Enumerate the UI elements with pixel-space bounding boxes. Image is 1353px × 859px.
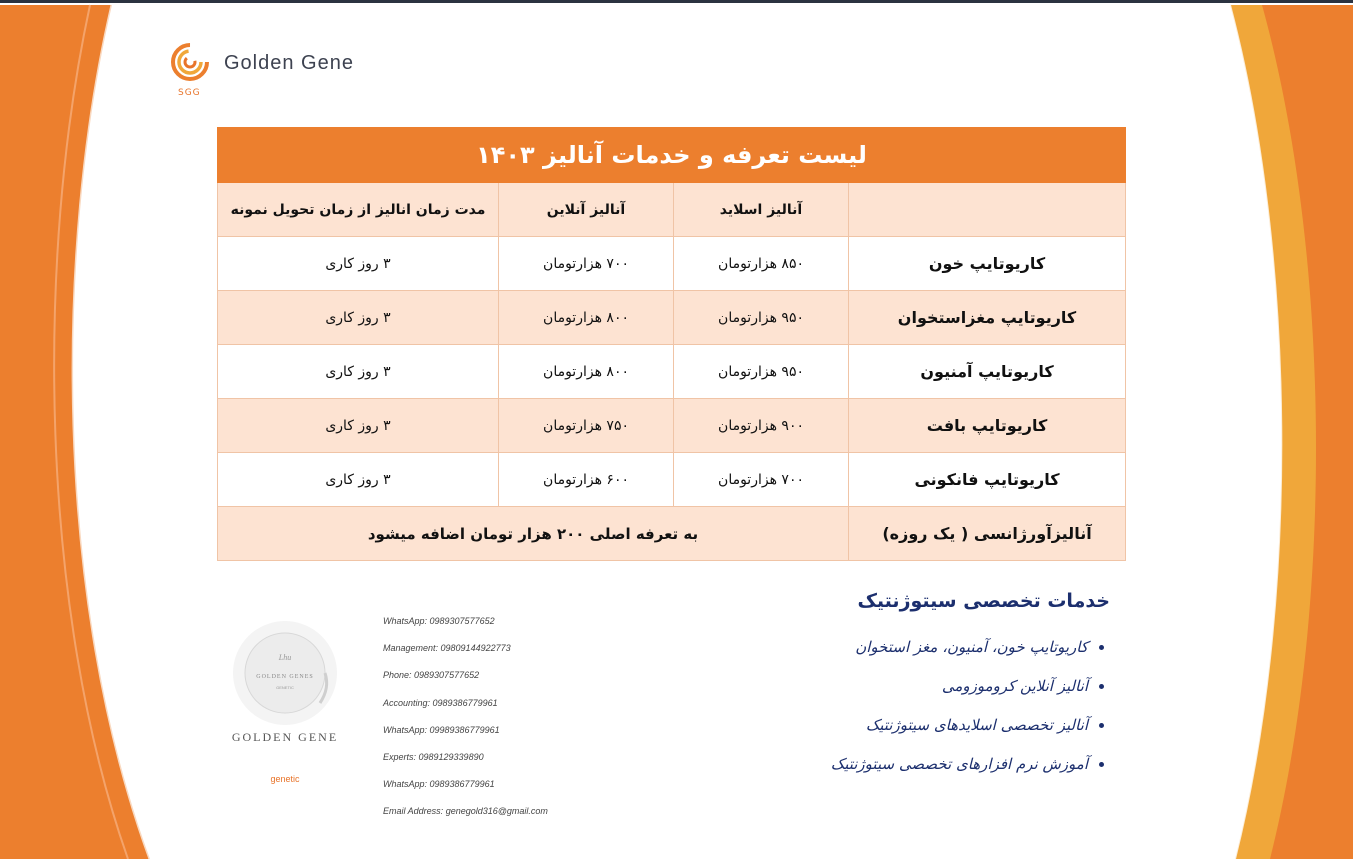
stamp-subtitle: genetic <box>270 774 300 784</box>
service-name: کاریوتایپ خون <box>849 237 1126 291</box>
top-border-line <box>0 0 1353 3</box>
company-stamp <box>205 618 365 788</box>
contact-management[interactable]: Management: 09809144922773 <box>383 643 511 654</box>
slide-price: ۷۰۰ هزارتومان <box>674 453 849 507</box>
service-item: • آنالیز تخصصی اسلایدهای سیتوژنتیک <box>780 714 1088 736</box>
brand-name: Golden Gene <box>224 52 354 74</box>
table-row <box>218 237 1126 291</box>
urgent-service-name: آنالیزآورژانسی ( یک روزه) <box>849 507 1126 561</box>
stamp-title: GOLDEN GENE <box>231 730 339 744</box>
online-price: ۸۰۰ هزارتومان <box>499 345 674 399</box>
contact-experts[interactable]: Experts: 0989129339890 <box>383 751 484 762</box>
slide-price: ۹۰۰ هزارتومان <box>674 399 849 453</box>
table-title: لیست تعرفه و خدمات آنالیز ۱۴۰۳ <box>218 128 1126 183</box>
table-row <box>218 453 1126 507</box>
stamp-badge-line2: GENETIC <box>276 685 294 690</box>
online-price: ۸۰۰ هزارتومان <box>499 291 674 345</box>
table-row <box>218 345 1126 399</box>
services-list <box>780 636 1110 775</box>
services-section <box>780 590 1110 792</box>
turnaround-time: ۳ روز کاری <box>218 237 499 291</box>
contact-phone[interactable]: Phone: 0989307577652 <box>383 670 480 681</box>
urgent-surcharge-note: به تعرفه اصلی ۲۰۰ هزار تومان اضافه میشود <box>218 507 849 561</box>
contact-list <box>383 614 603 832</box>
online-price: ۷۰۰ هزارتومان <box>499 237 674 291</box>
service-item: • کاریوتایپ خون، آمنیون، مغز استخوان <box>780 636 1088 658</box>
logo-abbreviation: SGG <box>178 88 201 98</box>
service-name: کاریوتایپ بافت <box>849 399 1126 453</box>
online-price: ۶۰۰ هزارتومان <box>499 453 674 507</box>
stamp-badge-line1: GOLDEN GENES <box>256 674 314 680</box>
header-online-analysis: آنالیز آنلاین <box>499 183 674 237</box>
services-title: خدمات تخصصی سیتوژنتیک <box>857 590 1110 612</box>
service-name: کاریوتایپ فانکونی <box>849 453 1126 507</box>
service-name: کاریوتایپ مغزاستخوان <box>849 291 1126 345</box>
stamp-signature: Lhu <box>278 653 292 662</box>
turnaround-time: ۳ روز کاری <box>218 453 499 507</box>
slide-price: ۹۵۰ هزارتومان <box>674 345 849 399</box>
contact-whatsapp[interactable]: WhatsApp: 09989386779961 <box>383 724 500 735</box>
header-service <box>849 183 1126 237</box>
turnaround-time: ۳ روز کاری <box>218 399 499 453</box>
contact-email[interactable]: Email Address: genegold316@gmail.com <box>383 806 548 817</box>
urgent-row <box>218 507 1126 561</box>
service-item: • آنالیز آنلاین کروموزومی <box>780 675 1088 697</box>
turnaround-time: ۳ روز کاری <box>218 345 499 399</box>
contact-accounting[interactable]: Accounting: 0989386779961 <box>383 697 498 708</box>
slide-price: ۹۵۰ هزارتومان <box>674 291 849 345</box>
turnaround-time: ۳ روز کاری <box>218 291 499 345</box>
header-turnaround-time: مدت زمان انالیز از زمان تحویل نمونه <box>218 183 499 237</box>
service-item: • آموزش نرم افزارهای تخصصی سیتوژنتیک <box>780 753 1088 775</box>
service-name: کاریوتایپ آمنیون <box>849 345 1126 399</box>
stamp-badge-icon <box>205 618 365 728</box>
online-price: ۷۵۰ هزارتومان <box>499 399 674 453</box>
contact-whatsapp[interactable]: WhatsApp: 0989386779961 <box>383 779 495 790</box>
swirl-logo-icon <box>170 42 210 82</box>
table-row <box>218 291 1126 345</box>
contact-whatsapp[interactable]: WhatsApp: 0989307577652 <box>383 616 495 626</box>
slide-price: ۸۵۰ هزارتومان <box>674 237 849 291</box>
brand-logo <box>170 42 370 102</box>
header-slide-analysis: آنالیز اسلاید <box>674 183 849 237</box>
price-table <box>217 127 1126 561</box>
table-row <box>218 399 1126 453</box>
